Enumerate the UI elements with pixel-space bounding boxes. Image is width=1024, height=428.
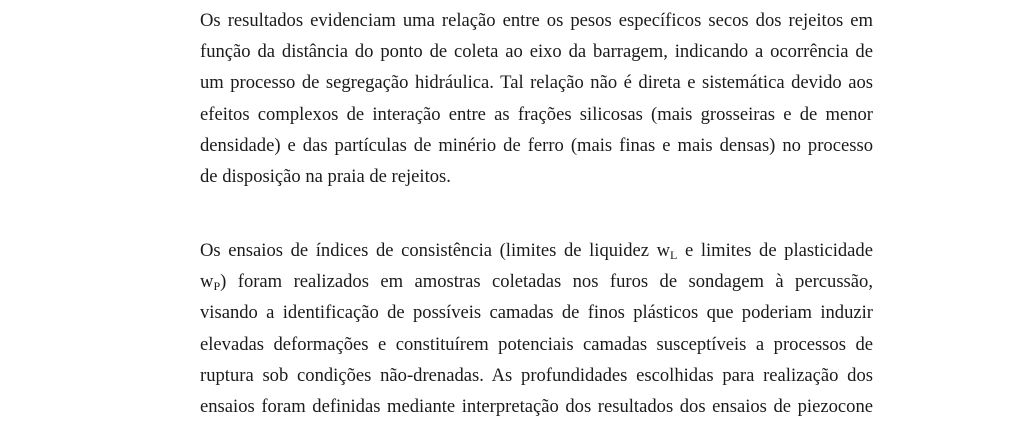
text-line: função da distância do ponto de coleta ao eixo da barragem, indicando a ocorrência de [200,41,873,63]
text-fragment: Os ensaios de índices de consistência (limites de liquidez w [200,240,671,261]
text-line: elevadas deformações e constituírem potenciais camadas susceptíveis a processos de [200,333,873,355]
text-fragment: e limites de plasticidade [677,240,873,261]
text-line: visando a identificação de possíveis camadas de finos plásticos que poderiam induzir [200,302,873,324]
subscript-plastic-limit: P [213,279,221,294]
text-fragment: w [200,271,214,293]
text-line [200,235,873,266]
text-line [200,266,873,297]
text-line: ensaios foram definidas mediante interpretação dos resultados dos ensaios de piezocone [200,395,873,417]
text-fragment: ) foram realizados em amostras coletadas nos furos de sondagem à percussão, [220,271,873,293]
text-line: um processo de segregação hidráulica. Tal relação não é direta e sistemática devido aos [200,72,873,94]
text-line: densidade) e das partículas de minério de ferro (mais finas e mais densas) no processo [200,134,873,156]
text-line: ruptura sob condições não-drenadas. As profundidades escolhidas para realização dos [200,364,873,386]
text-line: efeitos complexos de interação entre as frações silicosas (mais grosseiras e de menor [200,103,873,125]
paragraph-results [200,5,873,192]
paragraph-consistency-tests [200,235,873,422]
text-line: Os resultados evidenciam uma relação entre os pesos específicos secos dos rejeitos em [200,10,873,31]
subscript-liquid-limit: L [670,248,678,262]
text-line: de disposição na praia de rejeitos. [200,165,451,187]
